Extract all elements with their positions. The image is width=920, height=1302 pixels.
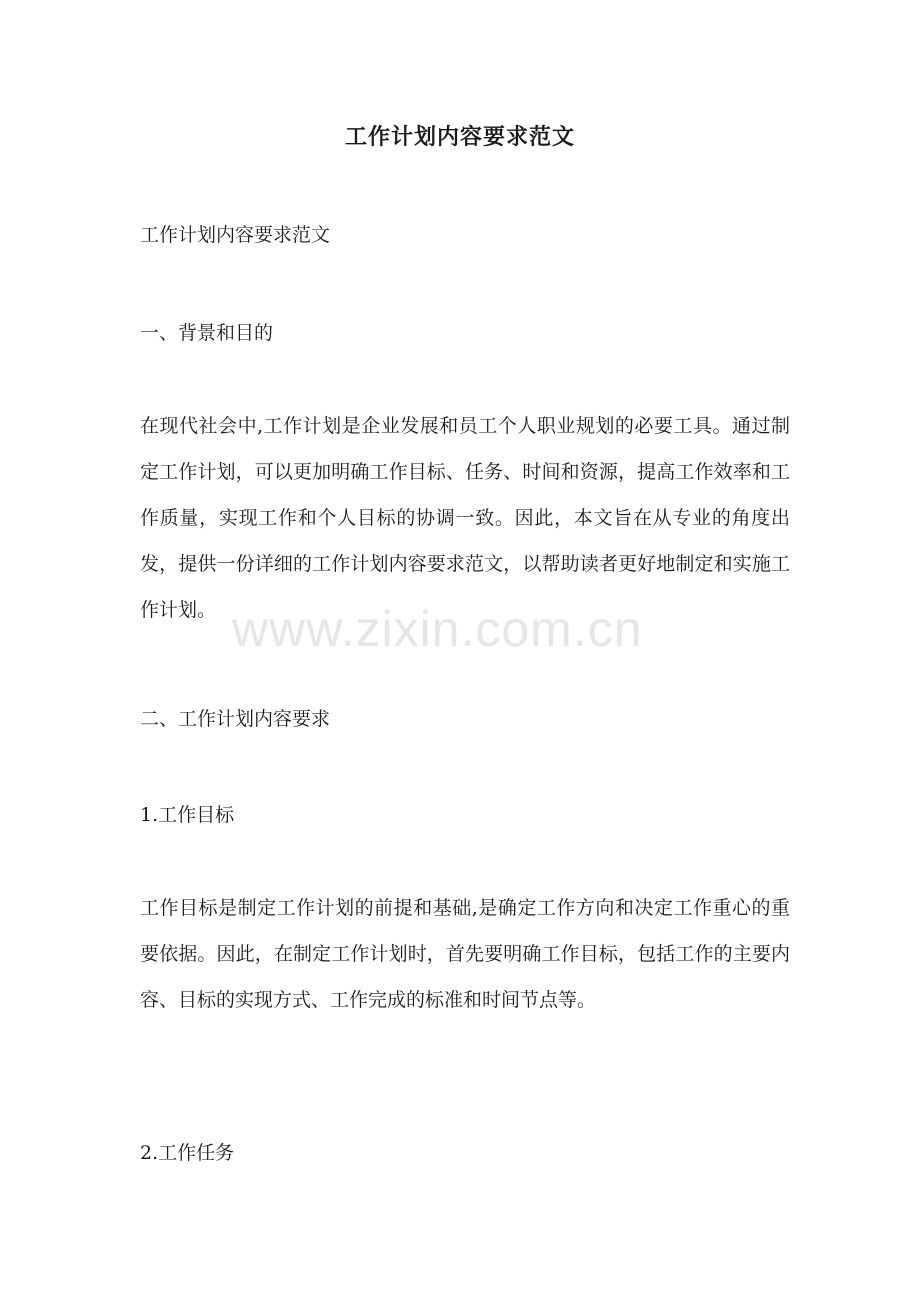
- section-heading-background: 一、背景和目的: [140, 322, 274, 344]
- item-heading-goals: 1.工作目标: [140, 804, 235, 826]
- watermark: www.zixin.com.cn: [232, 601, 643, 657]
- paragraph-background: 在现代社会中,工作计划是企业发展和员工个人职业规划的必要工具。通过制定工作计划，可以更加明确工作目标、任务、时间和资源，提高工作效率和工作质量，实现工作和个人目标的协调一致。因此，本文旨在从专业的角度出发，提供一份详细的工作计划内容要求范文，以帮助读者更好地制定和实施工作计划。: [140, 415, 790, 621]
- item-heading-tasks: 2.工作任务: [140, 1142, 235, 1164]
- section-heading-requirements: 二、工作计划内容要求: [140, 708, 331, 730]
- document-subtitle: 工作计划内容要求范文: [140, 224, 331, 246]
- document-title: 工作计划内容要求范文: [344, 124, 575, 150]
- paragraph-goals: 工作目标是制定工作计划的前提和基础,是确定工作方向和决定工作重心的重要依据。因此，在制定工作计划时，首先要明确工作目标，包括工作的主要内容、目标的实现方式、工作完成的标准和时间节点等。: [140, 897, 790, 1011]
